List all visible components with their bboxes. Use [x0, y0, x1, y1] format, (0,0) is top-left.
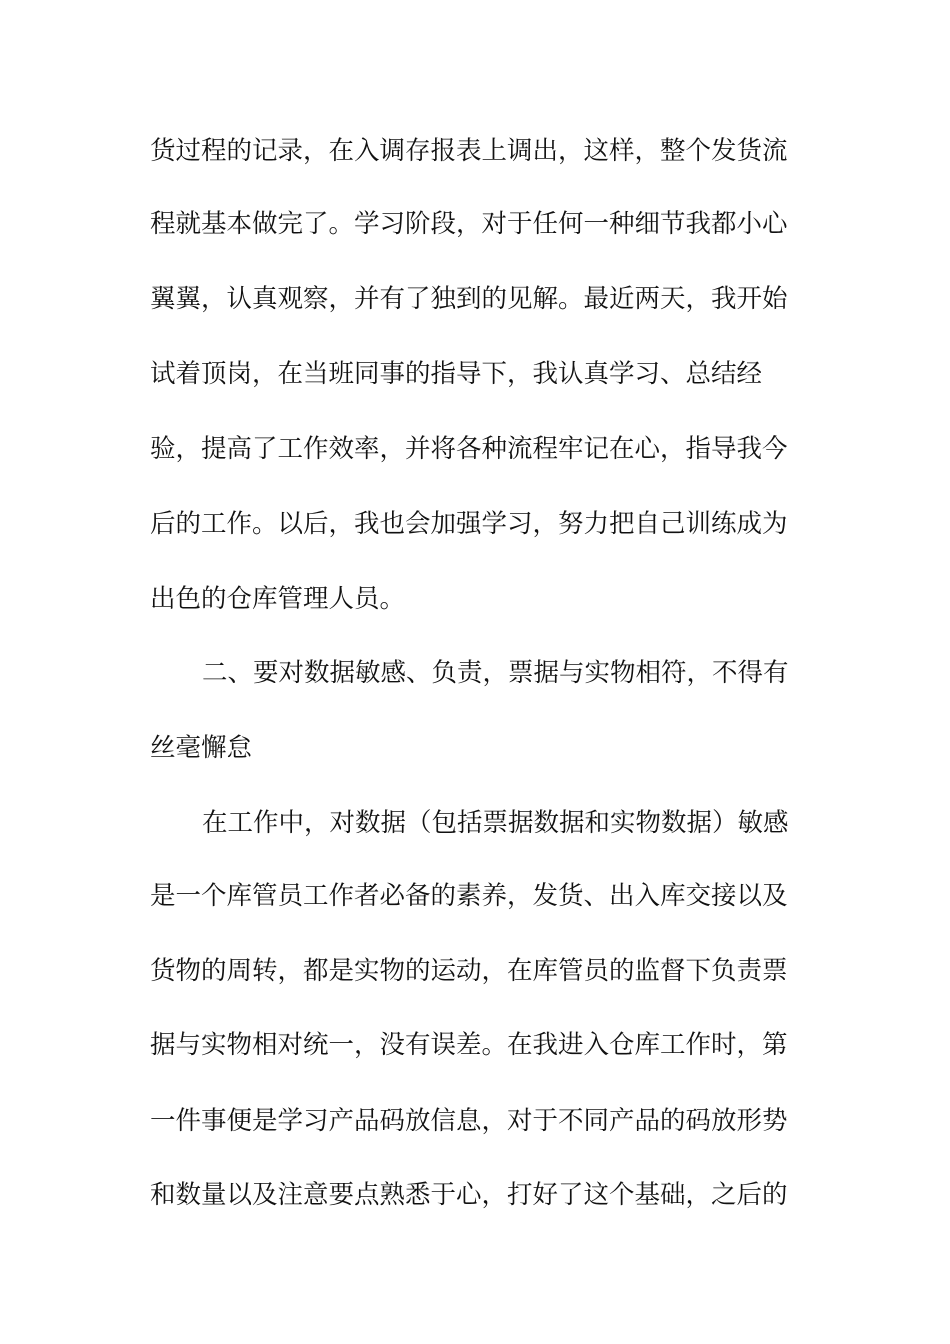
text-line: 后的工作。以后，我也会加强学习，努力把自己训练成为 — [150, 509, 788, 539]
text-line: 翼翼，认真观察，并有了独到的见解。最近两天，我开始 — [150, 284, 788, 314]
text-line: 程就基本做完了。学习阶段，对于任何一种细节我都小心 — [150, 209, 788, 239]
section-heading-line: 丝毫懈怠 — [150, 733, 253, 763]
text-line: 是一个库管员工作者必备的素养，发货、出入库交接以及 — [150, 881, 788, 911]
section-heading-line: 二、要对数据敏感、负责，票据与实物相符，不得有 — [202, 658, 789, 688]
text-line: 出色的仓库管理人员。 — [150, 584, 406, 614]
text-line: 货过程的记录，在入调存报表上调出，这样，整个发货流 — [150, 136, 788, 166]
text-line: 试着顶岗，在当班同事的指导下，我认真学习、总结经 — [150, 359, 763, 389]
text-line: 一件事便是学习产品码放信息，对于不同产品的码放形势 — [150, 1106, 788, 1136]
text-line: 货物的周转，都是实物的运动，在库管员的监督下负责票 — [150, 956, 788, 986]
text-line: 在工作中，对数据（包括票据数据和实物数据）敏感 — [202, 808, 789, 838]
text-line: 和数量以及注意要点熟悉于心，打好了这个基础，之后的 — [150, 1180, 788, 1210]
text-line: 验，提高了工作效率，并将各种流程牢记在心，指导我今 — [150, 434, 788, 464]
text-line: 据与实物相对统一，没有误差。在我进入仓库工作时，第 — [150, 1030, 788, 1060]
